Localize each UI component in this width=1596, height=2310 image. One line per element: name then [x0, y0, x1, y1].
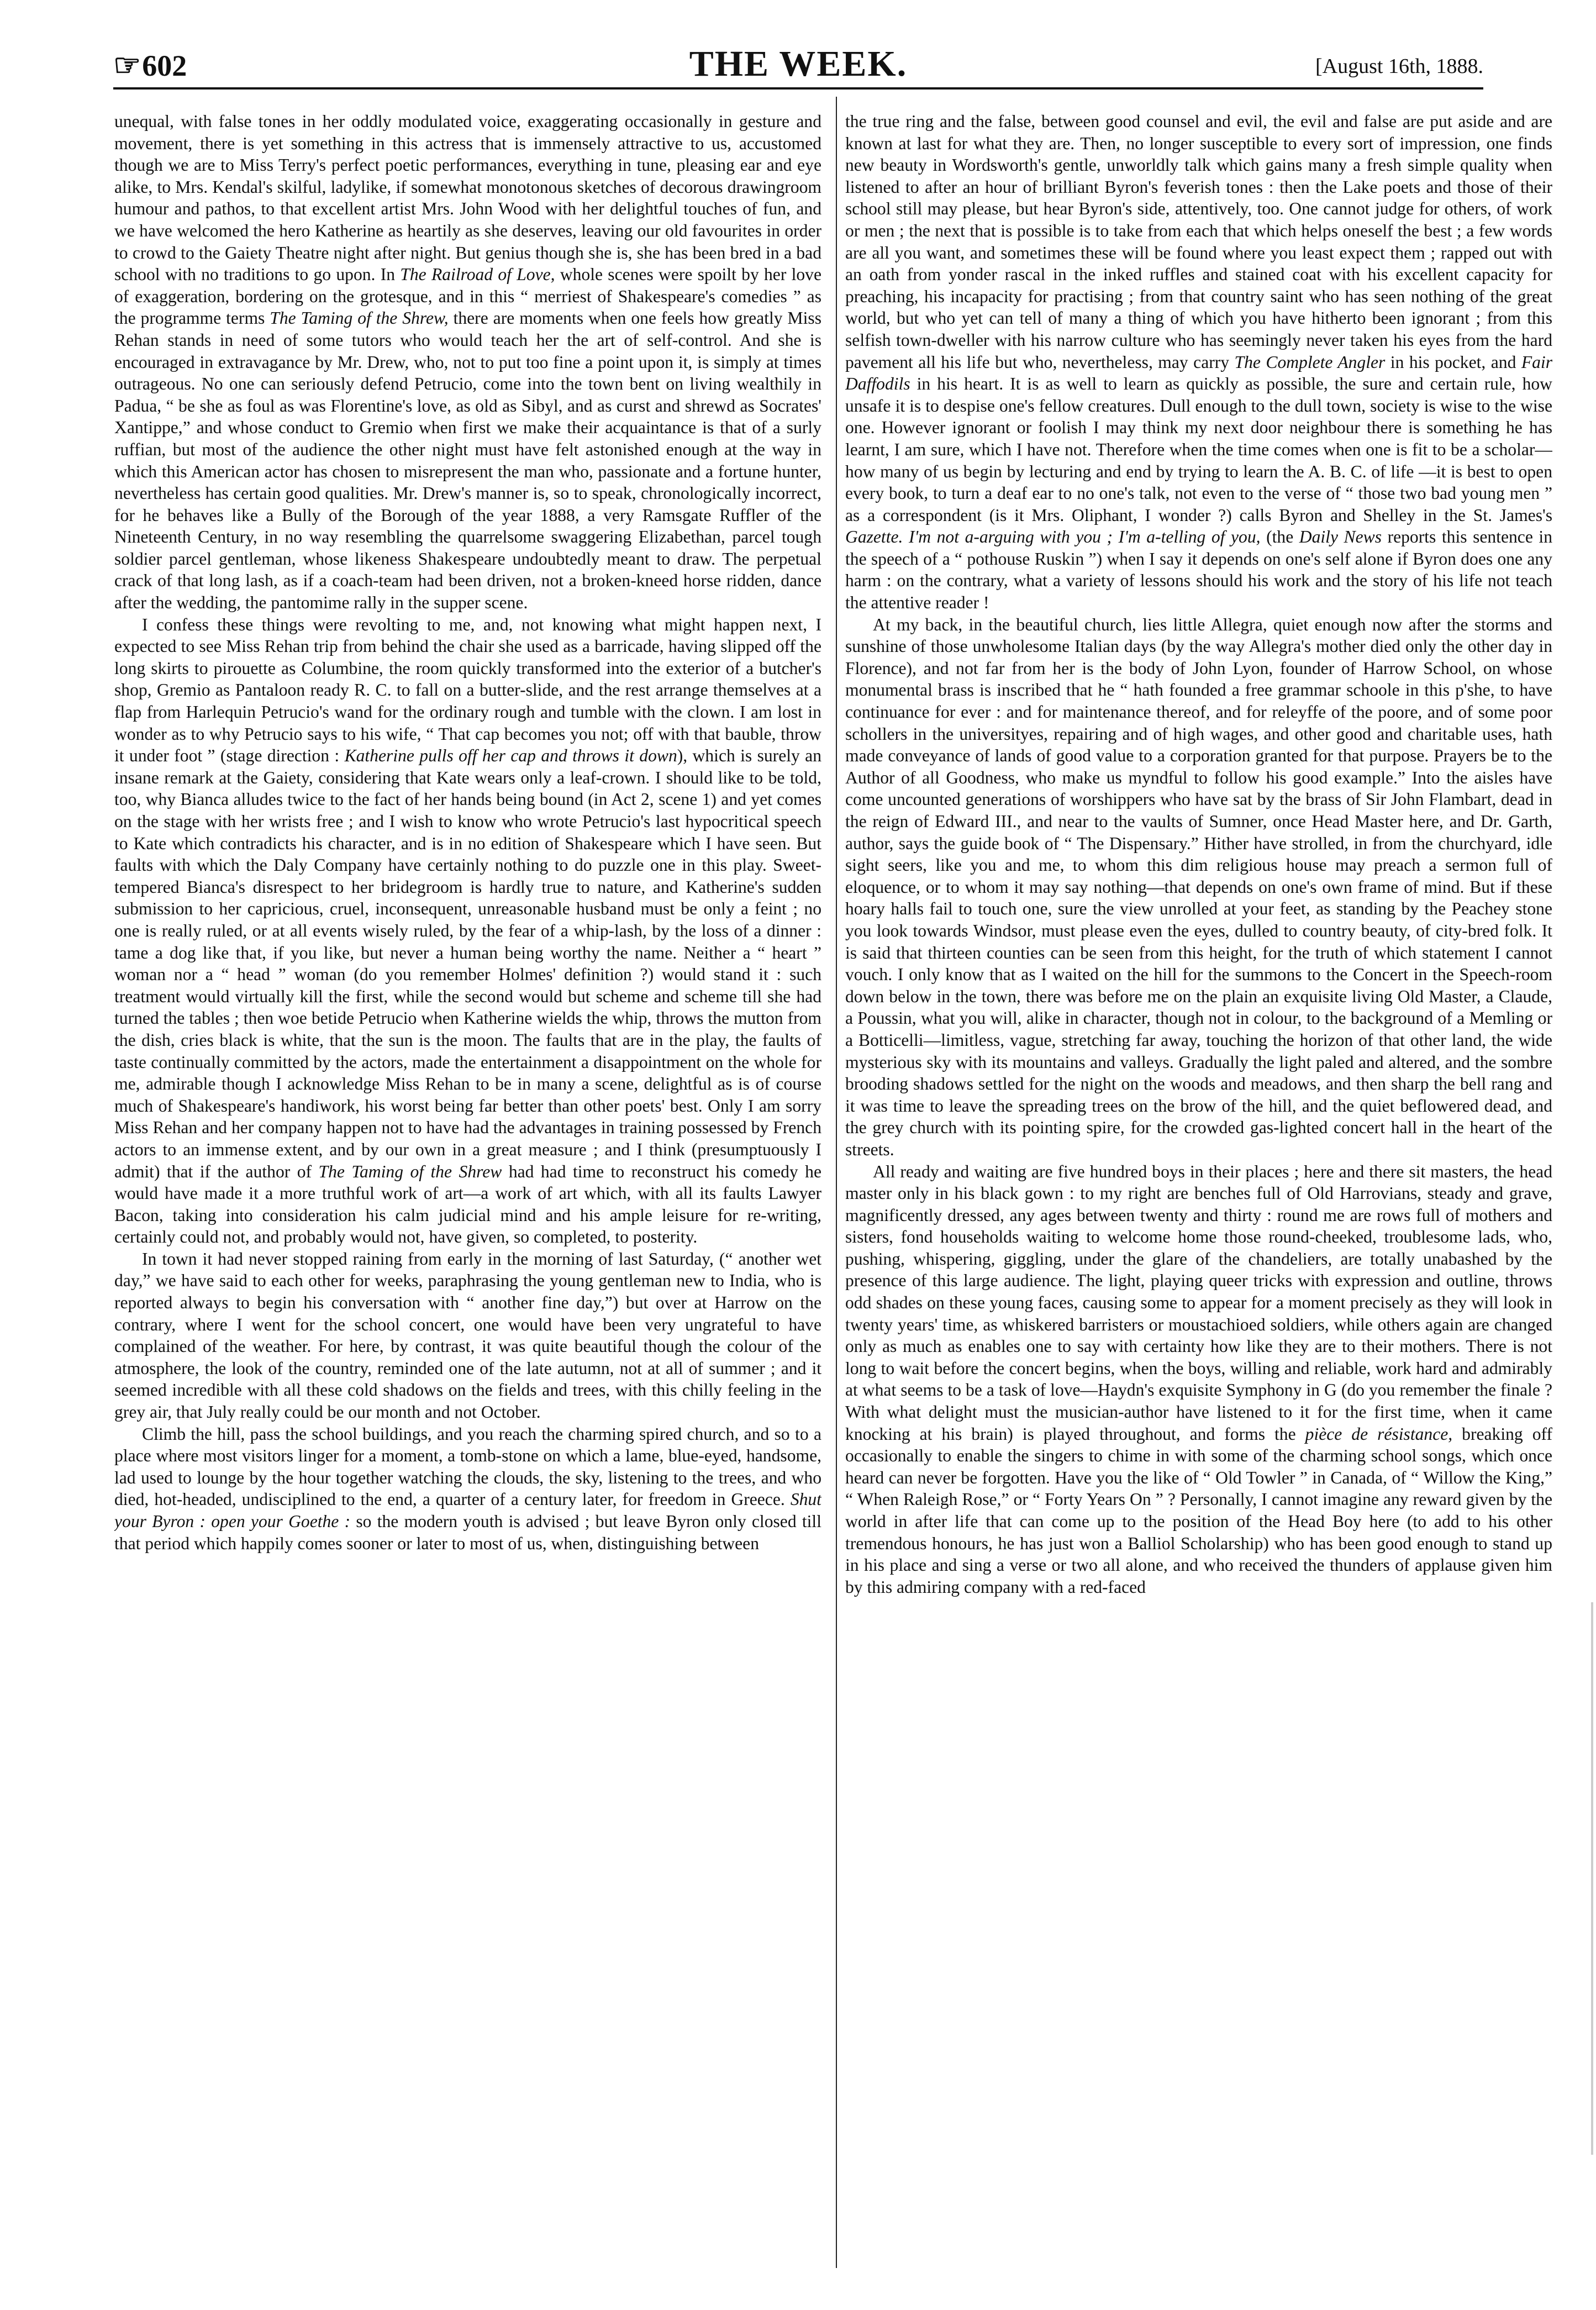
page-edge-shadow	[1574, 1602, 1593, 2155]
italic-title: The Taming of the Shrew,	[270, 308, 449, 328]
text-run: the true ring and the false, between good counsel and evil, the evil and false are put aside and are known at last for what they are. Then, no longer susceptible to every sort of impression, one finds new beauty in Wordsworth's gentle, unworldly talk which gains many a fresh simple quality when listened to after an hour of brilliant Byron's feverish tones : then the Lake poets and those of their school still may please, but hear Byron's side, attentively, too. One cannot judge for others, of work or men ; the next that is possible is to take from each that which helps oneself the best ; a few words are all you want, and sometimes these will be found where you least expect them ; rapped out with an oath from yonder rascal in the inked ruffles and stained coat with his excellent capacity for preaching, his incapacity for practising ; from that country saint who has seen nothing of the great world, but who yet can tell of many a thing of which you have hitherto been ignorant ; from this selfish town-dweller with his narrow culture who has seemingly never taken his eyes from the hard pavement all his life but who, nevertheless, may carry	[845, 112, 1552, 372]
italic-title: Fair Daffodils	[845, 352, 1552, 394]
italic-quote: Gazette. I'm not a-arguing with you ; I'm a-telling of you,	[845, 527, 1261, 547]
text-run: Climb the hill, pass the school buildings, and you reach the charming spired church, and so to a place where most visitors linger for a moment, a tomb-stone on which a lame, blue-eyed, handsome, lad used to lounge by the hour together watching the clouds, the sky, listening to the trees, and who died, hot-headed, undisciplined to the end, a quarter of a century later, for freedom in Greece.	[114, 1424, 821, 1509]
italic-stage-direction: Katherine pulls off her cap and throws it down	[344, 746, 677, 766]
paragraph: At my back, in the beautiful church, lies little Allegra, quiet enough now after the storms and sunshine of those unwholesome Italian days (by the way Allegra's mother died only the other day in Florence), and not far from her is the body of John Lyon, founder of Harrow School, on whose monumental brass is inscribed that he “ hath founded a free grammar schoole in this p'she, to have continuance for ever : and for maintenance thereof, and for releyffe of the poore, and of some poor schollers in the universityes, repairing and of high wages, and other good and charitable uses, hath made conveyance of lands of good value to a corporation granted for that purpose. Prayers be to the Author of all Goodness, who make us myndful to follow his good example.” Into the aisles have come uncounted generations of worshippers who have sat by the brass of Sir John Flambart, dead in the reign of Edward III., and near to the vaults of Sumner, once Head Master here, and Dr. Garth, author, says the guide book of “ The Dispensary.” Hither have strolled, in from the churchyard, idle sight seers, like you and me, to whom this dim religious house may preach a sermon full of eloquence, or to whom it may say nothing—that depends on one's own frame of mind. But if these hoary halls fail to touch one, sure the view unrolled at your feet, as standing by the Peachey stone you look towards Windsor, must please even the eyes, dulled to country beauty, of city-bred folk. It is said that thirteen counties can be seen from this height, for the truth of which statement I cannot vouch. I only know that as I waited on the hill for the summons to the Concert in the Speech-room down below in the town, there was before me on the plain an exquisite living Old Master, a Claude, a Poussin, what you will, alike in character, though not in colour, to the background of a Memling or a Botticelli—limitless, vague, stretching far away, touching the horizon of that other land, the wide mysterious sky with its mountains and valleys. Gradually the light paled and altered, and the sombre brooding shadows settled for the night on the woods and meadows, and then sharp the bell rang and it was time to leave the spreading trees on the brow of the hill, and the quiet beflowered dead, and the grey church with its pointing spire, for the crowded gas-lighted concert hall in the heart of the streets.	[845, 614, 1552, 1159]
text-run: there are moments when one feels how greatly Miss Rehan stands in need of some tutors who would teach her the art of self-control. And she is encouraged in extravagance by Mr. Drew, who, not to put too fine a point upon it, is simply at times outrageous. No one can seriously defend Petrucio, come into the town bent on living wealthily in Padua, “ be she as foul as was Florentine's love, as old as Sibyl, and as curst and shrewd as Socrates' Xantippe,” and whose conduct to Gremio when first we make their acquaintance is that of a surly ruffian, but most of the audience the other night must have felt astonished enough at the way in which this American actor has chosen to misrepresent the man who, passionate and a fortune hunter, nevertheless has certain good qualities. Mr. Drew's manner is, so to speak, chronologically incorrect, for he behaves like a Bully of the Borough of the year 1888, a very Ramsgate Ruffler of the Nineteenth Century, in no way resembling the quarrelsome swaggering Elizabethan, parcel tough soldier parcel gentleman, whose likeness Shakespeare undoubtedly meant to draw. The perpetual crack of that long lash, as if a coach-team had been driven, not a broken-kneed horse ridden, dance after the wedding, the pantomime rally in the supper scene.	[114, 308, 821, 613]
paragraph	[845, 1161, 1552, 1598]
italic-title: Daily News	[1299, 527, 1382, 547]
text-run: All ready and waiting are five hundred boys in their places ; here and there sit masters, the head master only in his black gown : to my right are benches full of Old Harrovians, steady and grave, magnificently dressed, any ages between twenty and thirty : round me are rows full of mothers and sisters, fond households waiting to welcome home those round-cheeked, troublesome lads, who, pushing, whispering, giggling, under the glare of the chandeliers, are totally unabashed by the presence of this large audience. The light, playing queer tricks with expression and outline, throws odd shades on these young faces, causing some to appear for a moment precisely as they will look in twenty years' time, as whiskered barristers or moustachioed soldiers, while others again are changed only as much as enables one to say with certainty how like they are to their mothers. There is not long to wait before the concert begins, when the boys, willing and reliable, work hard and admirably at what seems to be a task of love—Haydn's exquisite Symphony in G (do you remember the finale ? With what delight must the musician-author have listened to it for the first time, when it came knocking at his brain) is played throughout, and forms the	[845, 1161, 1552, 1444]
paragraph	[114, 614, 821, 1248]
italic-title: The Railroad of Love,	[400, 265, 555, 285]
paragraph	[114, 110, 821, 614]
masthead: THE WEEK.	[689, 44, 908, 84]
italic-phrase: pièce de résistance,	[1305, 1424, 1453, 1444]
pointing-hand-icon: ☞	[113, 49, 141, 83]
italic-quote: Shut your Byron : open your Goethe :	[114, 1490, 821, 1531]
italic-title: The Complete Angler	[1234, 352, 1386, 372]
text-run: ), which is surely an insane remark at the Gaiety, considering that Kate wears only a leaf-crown. I should like to be told, too, why Bianca alludes twice to the fact of her hands being bound (in Act 2, scene 1) and yet comes on the stage with her wrists free ; and I wish to know who wrote Petrucio's last hypocritical speech to Kate which contradicts his character, and is in no edition of Shakespeare which I have seen. But faults with which the Daly Company have certainly nothing to do puzzle one in this play. Sweet-tempered Bianca's disrespect to her bridegroom is hardly true to nature, and Katherine's sudden submission to her capricious, cruel, inconsequent, unreasonable husband must be only a feint ; no one is really ruled, or at all events wisely ruled, by the fear of a whip-lash, by the loss of a dinner : tame a dog like that, if you like, but never a human being worthy the name. Neither a “ heart ” woman nor a “ head ” woman (do you remember Holmes' definition ?) would stand it : such treatment would virtually kill the first, while the second would but scheme and scheme till she had turned the tables ; then woe betide Petrucio when Katherine wields the whip, throws the mutton from the dish, cries black is white, that the sun is the moon. The faults that are in the play, the faults of taste continually committed by the actors, made the entertainment a disappointment on the whole for me, admirable though I acknowledge Miss Rehan to be in many a scene, delightful as is of course much of Shakespeare's handiwork, his worst being far better than other poets' best. Only I am sorry Miss Rehan and her company happen not to have had the advantages in training possessed by French actors to an immense extent, and by our own in a great measure ; and I think (presumptuously I admit) that if the author of	[114, 746, 821, 1181]
text-run: in his pocket, and	[1385, 352, 1521, 372]
header-rule	[113, 87, 1483, 90]
text-run: whole scenes were spoilt by her love of exaggeration, bordering on the grotesque, and in this “ merriest of Shakespeare's comedies ” as the programme terms	[114, 265, 821, 328]
text-run: reports this sentence in the speech of a “ pothouse Ruskin ”) when I say it depends on one's self alone if Byron does one any harm : on the contrary, what a variety of lessons should his work and the story of his life not teach the attentive reader !	[845, 527, 1552, 613]
text-run: so the modern youth is advised ; but leave Byron only closed till that period which happily comes sooner or later to most of us, when, distinguishing between	[114, 1512, 821, 1553]
left-column	[114, 110, 821, 2265]
page-header	[113, 45, 1483, 84]
text-run: in his heart. It is as well to learn as quickly as possible, the sure and certain rule, how unsafe it is to despise one's fellow creatures. Dull enough to the dull town, society is wise to the wise one. However ignorant or foolish I may think my next door neighbour there is something he has learnt, I am sure, which I have not. Therefore when the time comes when one is fit to be a scholar—how many of us begin by lecturing and end by trying to learn the A. B. C. of life —it is best to open every book, to turn a deaf ear to no one's talk, not even to the verse of “ those two bad young men ” as a correspondent (is it Mrs. Oliphant, I wonder ?) calls Byron and Shelley in the St. James's	[845, 374, 1552, 525]
column-divider	[836, 97, 837, 2268]
text-run: had had time to reconstruct his comedy he would have made it a more truthful work of art—a work of art which, with all its faults Lawyer Bacon, taking into consideration his calm judicial mind and his ample leisure for re-writing, certainly could not, and probably would not, have given, so completed, to posterity.	[114, 1161, 821, 1247]
text-run: breaking off occasionally to enable the singers to chime in with some of the charming school songs, which once heard can never be forgotten. Have you the like of “ Old Towler ” in Canada, of “ Willow the King,” “ When Raleigh Rose,” or “ Forty Years On ” ? Personally, I cannot imagine any reward given by the world in after life that can come up to the position of the Head Boy here (to add to his other tremendous honours, he has just won a Balliol Scholarship) who has been good enough to stand up in his place and sing a verse or two all alone, and who received the thunders of applause given him by this admiring company with a red-faced	[845, 1424, 1552, 1597]
text-run: unequal, with false tones in her oddly modulated voice, exaggerating occasionally in gesture and movement, there is yet something in this actress that is immensely attractive to us, accustomed though we are to Miss Terry's perfect poetic performances, everything in tune, pleasing ear and eye alike, to Mrs. Kendal's skilful, ladylike, if somewhat monotonous sketches of decorous drawingroom humour and pathos, to that excellent artist Mrs. John Wood with her delightful touches of fun, and we have welcomed the hero Katherine as heartily as she deserves, leaving our old favourites in order to crowd to the Gaiety Theatre night after night. But genius though she is, she has been bred in a bad school with no traditions to go upon. In	[114, 112, 821, 285]
paragraph: In town it had never stopped raining from early in the morning of last Saturday, (“ another wet day,” we have said to each other for weeks, paraphrasing the young gentleman new to India, who is reported always to begin his conversation with “ another fine day,”) but over at Harrow on the contrary, where I went for the school concert, one would have been very ungrateful to have complained of the weather. For here, by contrast, it was quite beautiful though the colour of the atmosphere, the look of the country, reminded one of the late autumn, not at all of summer ; and it seemed incredible with all these cold shadows on the fields and trees, with this chilly feeling in the grey air, that July really could be our month and not October.	[114, 1249, 821, 1422]
italic-title: The Taming of the Shrew	[318, 1161, 502, 1181]
text-run: (the	[1260, 527, 1299, 547]
page-number-text: 602	[142, 49, 187, 82]
paragraph	[845, 110, 1552, 614]
dateline: [August 16th, 1888.	[1315, 55, 1483, 78]
text-run: I confess these things were revolting to me, and, not knowing what might happen next, I expected to see Miss Rehan trip from behind the chair she used as a barricade, having slipped off the long skirts to pirouette as Columbine, the room quickly transformed into the exterior of a butcher's shop, Gremio as Pantaloon ready R. C. to fall on a butter-slide, and the rest arrange themselves at a flap from Harlequin Petrucio's wand for the ordinary rough and tumble with the clown. I am lost in wonder as to why Petrucio says to his wife, “ That cap becomes you not; off with that bauble, throw it under foot ” (stage direction :	[114, 614, 821, 766]
right-column	[845, 110, 1552, 2265]
paragraph	[114, 1423, 821, 1555]
